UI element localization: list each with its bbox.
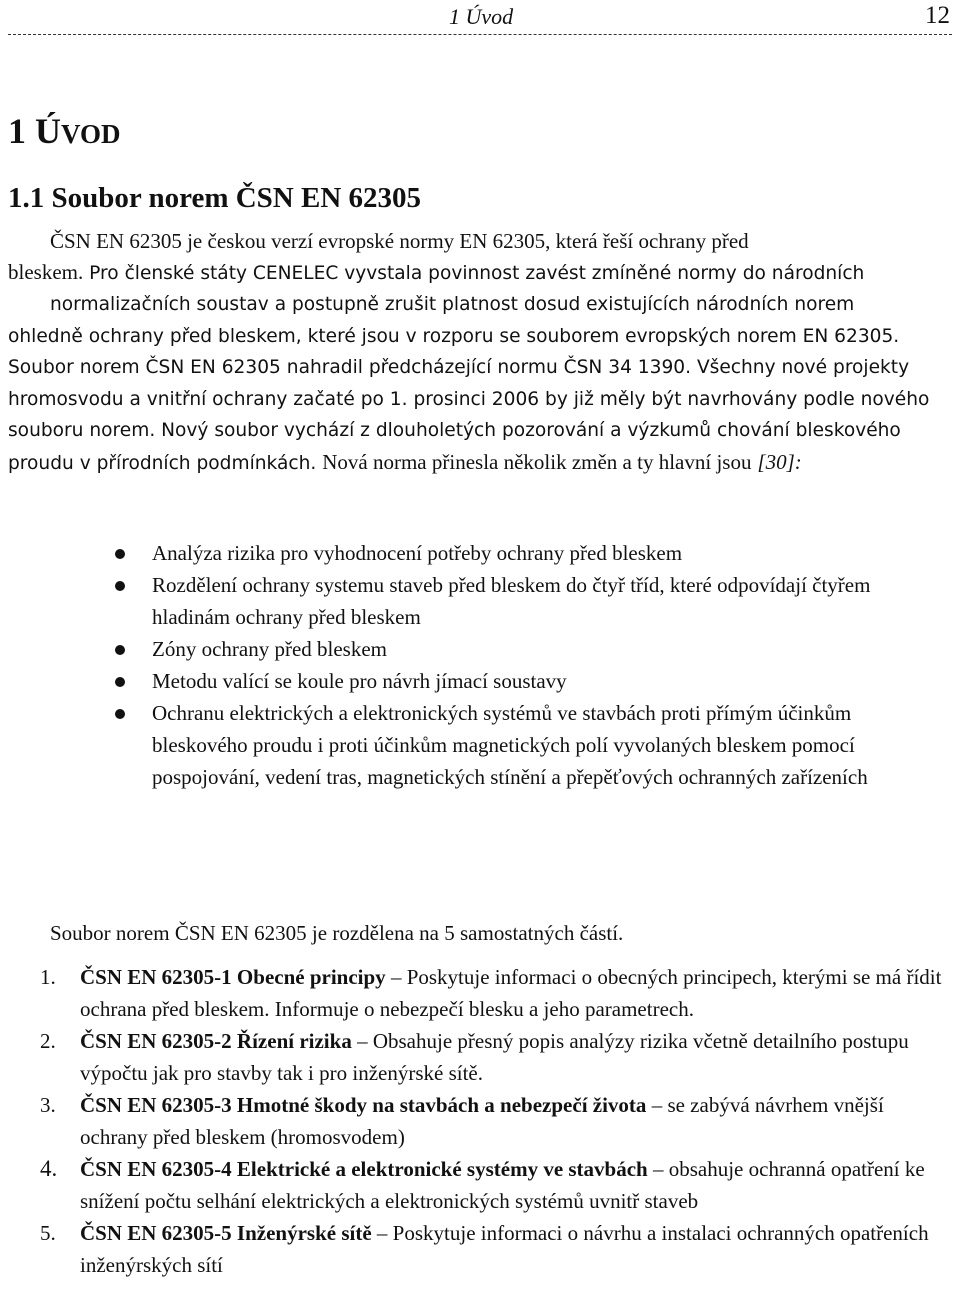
item-title: ČSN EN 62305-5 Inženýrské sítě [80, 1221, 372, 1245]
bullet-item: Analýza rizika pro vyhodnocení potřeby ochrany před bleskem [110, 537, 930, 569]
chapter-heading [8, 110, 120, 152]
parts-list-item [40, 1025, 950, 1089]
paragraph-1-cont [8, 257, 953, 290]
bullet-icon [115, 581, 125, 591]
item-number: 4. [40, 1156, 58, 1181]
item-number: 5. [40, 1221, 56, 1245]
bullet-item: Metodu valící se koule pro návrh jímací soustavy [110, 665, 930, 697]
paragraph-2-line-1: normalizačních soustav a postupně zrušit platnost dosud existujících národních norem [50, 294, 855, 315]
paragraph-2-body: ohledně ochrany před bleskem, které jsou v rozporu se souborem evropských norem EN 62305. Soubor norem ČSN EN 62305 nahradil předcházející normu ČSN 34 1390. Všechny nové projekty hromosvodu a vnitřní ochrany začaté po 1. prosinci 2006 by již měly být navrhovány podle nového souboru norem. Nový soubor vychází z dlouholetých pozorování a výzkumů chování bleskového proudu v přírodních podmínkách. [8, 325, 930, 474]
bullet-item: Ochranu elektrických a elektronických systémů ve stavbách proti přímým účinkům bleskového proudu i proti účinkům magnetických polí vyvolaných bleskem pomocí pospojování, vedení tras, magnetických stínění a přepěťových ochranných zařízeních [110, 697, 930, 793]
paragraph-1-line-2-end: Pro členské státy CENELEC vyvstala povinnost zavést zmíněné normy do národních [89, 263, 865, 284]
chapter-title-first: Ú [35, 111, 61, 151]
bullet-list [110, 537, 930, 793]
paragraph-1-line-1: ČSN EN 62305 je českou verzí evropské normy EN 62305, která řeší ochrany před [50, 229, 749, 253]
bullet-icon [115, 645, 125, 655]
chapter-title-rest: VOD [61, 119, 121, 149]
item-number: 3. [40, 1093, 56, 1117]
citation-reference: [30]: [757, 449, 802, 474]
item-desc: – obsahuje ochranná opatření ke snížení počtu selhání elektrických a elektronických systémů uvnitř staveb [80, 1157, 925, 1213]
bullet-icon [115, 709, 125, 719]
item-title: ČSN EN 62305-4 Elektrické a elektronické systémy ve stavbách [80, 1157, 648, 1181]
parts-list-item [40, 1089, 950, 1153]
parts-list [40, 961, 950, 1281]
parts-list-item [40, 961, 950, 1025]
paragraph-2-tail: Nová norma přinesla několik změn a ty hlavní jsou [322, 449, 752, 474]
bullet-icon [115, 549, 125, 559]
parts-intro: Soubor norem ČSN EN 62305 je rozdělena na 5 samostatných částí. [50, 921, 624, 945]
page-number: 12 [925, 2, 950, 29]
item-title: ČSN EN 62305-3 Hmotné škody na stavbách a nebezpečí života [80, 1093, 647, 1117]
item-title: ČSN EN 62305-2 Řízení rizika [80, 1029, 352, 1053]
bullet-item: Zóny ochrany před bleskem [110, 633, 930, 665]
item-desc: – Obsahuje přesný popis analýzy rizika včetně detailního postupu výpočtu jak pro stavby tak i pro inženýrské sítě. [80, 1029, 909, 1085]
parts-list-item [40, 1217, 950, 1281]
item-number: 2. [40, 1029, 56, 1053]
parts-list-item [40, 1153, 950, 1217]
item-desc: – Poskytuje informaci o obecných principech, kterými se má řídit ochrana před bleskem. Informuje o nebezpečí blesku a jeho parametrech. [80, 965, 942, 1021]
running-header-section: 1 Úvod [449, 4, 514, 29]
paragraph-1-line-2-start: bleskem. [8, 260, 84, 284]
item-desc: – Poskytuje informaci o návrhu a instalaci ochranných opatřeních inženýrských sítí [80, 1221, 929, 1277]
bullet-item: Rozdělení ochrany systemu staveb před bleskem do čtyř tříd, které odpovídají čtyřem hladinám ochrany před bleskem [110, 569, 930, 633]
item-number: 1. [40, 965, 56, 989]
section-heading: 1.1 Soubor norem ČSN EN 62305 [8, 182, 422, 214]
item-desc: – se zabývá návrhem vnější ochrany před bleskem (hromosvodem) [80, 1093, 884, 1149]
paragraph-1 [8, 226, 953, 258]
bullet-icon [115, 677, 125, 687]
page-header [8, 0, 952, 35]
item-title: ČSN EN 62305-1 Obecné principy [80, 965, 386, 989]
chapter-number: 1 [8, 111, 26, 151]
paragraph-2 [8, 289, 953, 479]
